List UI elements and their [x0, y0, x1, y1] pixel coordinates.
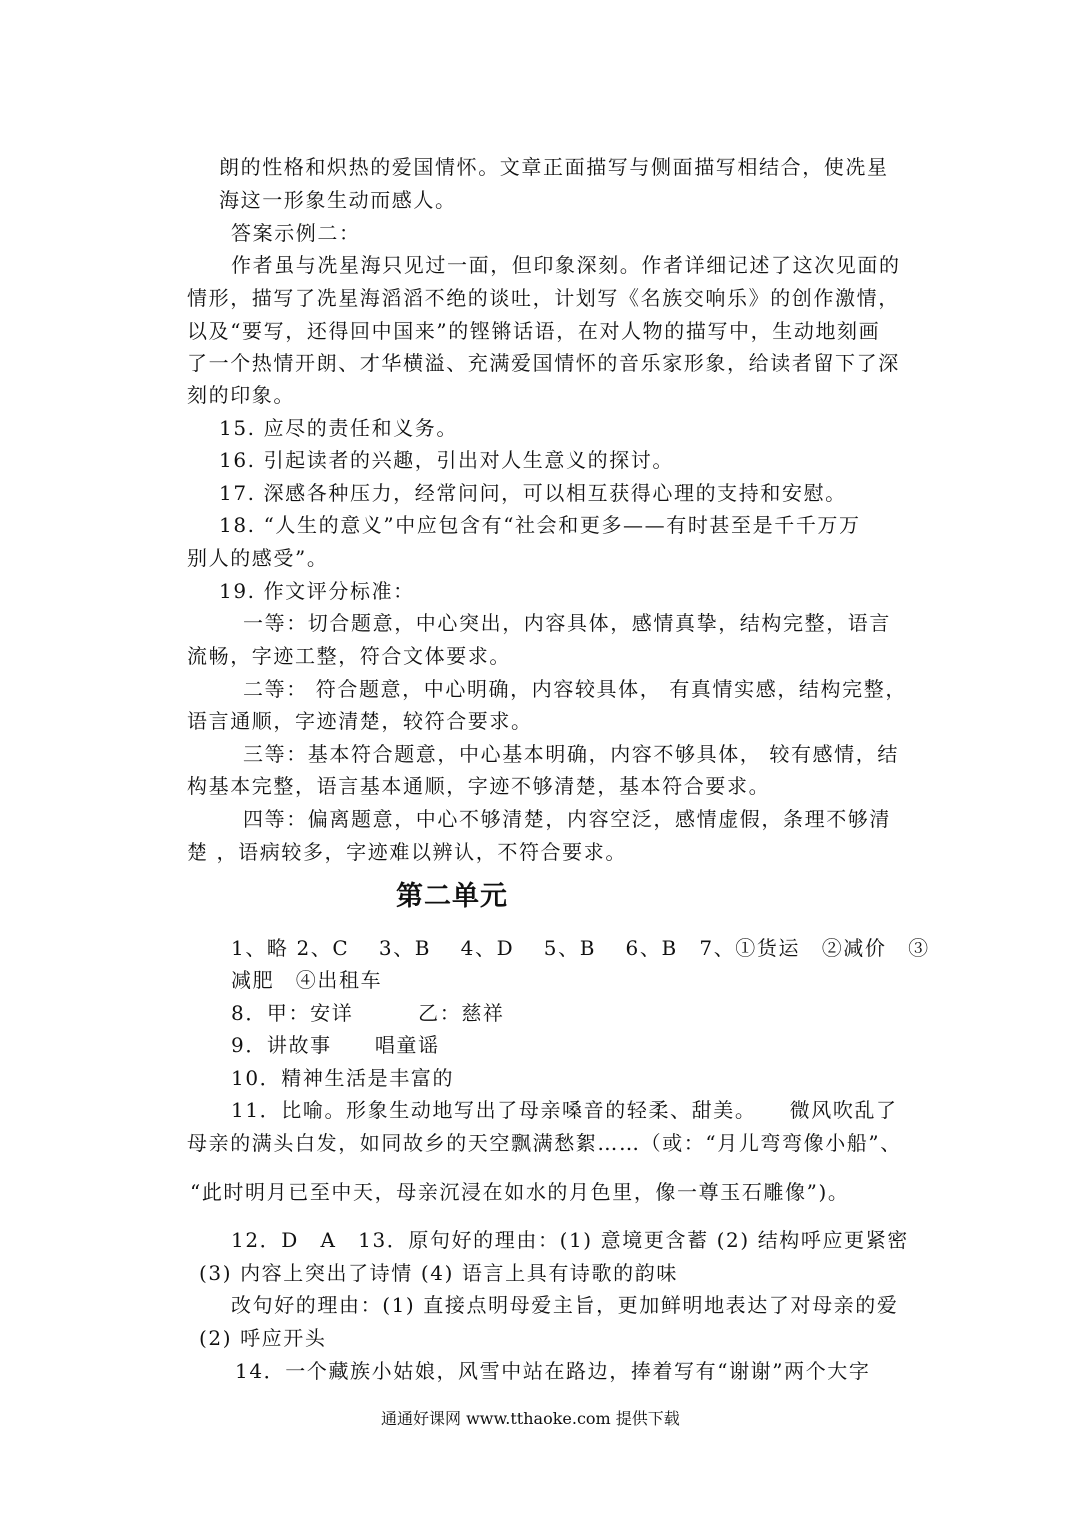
text-line: 朗的性格和炽热的爱国情怀。文章正面描写与侧面描写相结合，使冼星 — [219, 155, 889, 179]
text-line: “此时明月已至中天，母亲沉浸在如水的月色里，像一尊玉石雕像”)。 — [190, 1180, 850, 1204]
text-line: 16. 引起读者的兴趣，引出对人生意义的探讨。 — [219, 448, 674, 472]
text-line: 11．比喻。形象生动地写出了母亲嗓音的轻柔、甜美。 微风吹乱了 — [231, 1098, 898, 1122]
text-line: 别人的感受”。 — [187, 546, 329, 570]
text-line: 10．精神生活是丰富的 — [231, 1066, 455, 1090]
text-line: 刻的印象。 — [187, 383, 295, 407]
text-line: 答案示例二： — [231, 221, 361, 245]
text-line: (2) 呼应开头 — [199, 1326, 327, 1350]
text-line: 楚 ，语病较多，字迹难以辨认，不符合要求。 — [187, 840, 627, 864]
text-line: 构基本完整，语言基本通顺，字迹不够清楚，基本符合要求。 — [187, 774, 771, 798]
text-line: 12．D A 13．原句好的理由：(1) 意境更含蓄 (2) 结构呼应更紧密 — [231, 1228, 909, 1252]
text-line: 语言通顺，字迹清楚，较符合要求。 — [187, 709, 533, 733]
text-line: 19. 作文评分标准： — [219, 579, 415, 603]
text-line: 15. 应尽的责任和义务。 — [219, 416, 458, 440]
text-line: 情形，描写了冼星海滔滔不绝的谈吐，计划写《名族交响乐》的创作激情， — [187, 286, 900, 310]
text-line: 18. “人生的意义”中应包含有“社会和更多——有时甚至是千千万万 — [219, 513, 861, 537]
text-line: (3) 内容上突出了诗情 (4) 语言上具有诗歌的韵味 — [199, 1261, 678, 1285]
text-line: 以及“要写，还得回中国来”的铿锵话语，在对人物的描写中，生动地刻画 — [187, 319, 881, 343]
text-line: 流畅，字迹工整，符合文体要求。 — [187, 644, 511, 668]
section-heading: 第二单元 — [396, 881, 508, 912]
text-line: 一等：切合题意，中心突出，内容具体，感情真挚，结构完整，语言 — [243, 611, 891, 635]
text-line: 母亲的满头白发，如同故乡的天空飘满愁絮……（或：“月儿弯弯像小船”、 — [187, 1131, 902, 1155]
text-line: 减肥 ④出租车 — [231, 968, 383, 992]
text-line: 四等：偏离题意，中心不够清楚，内容空泛，感情虚假，条理不够清 — [243, 807, 891, 831]
text-line: 1、略 2、C 3、B 4、D 5、B 6、B 7、①货运 ②减价 ③ — [231, 936, 930, 960]
text-line: 改句好的理由：(1) 直接点明母爱主旨，更加鲜明地表达了对母亲的爱 — [231, 1293, 899, 1317]
page-footer: 通通好课网 www.tthaoke.com 提供下载 — [381, 1409, 680, 1428]
text-line: 三等：基本符合题意，中心基本明确，内容不够具体， 较有感情，结 — [243, 742, 899, 766]
text-line: 8．甲：安详 乙：慈祥 — [231, 1001, 505, 1025]
text-line: 了一个热情开朗、才华横溢、充满爱国情怀的音乐家形象，给读者留下了深 — [187, 351, 900, 375]
text-line: 9．讲故事 唱童谣 — [231, 1033, 440, 1057]
text-line: 14．一个藏族小姑娘，风雪中站在路边，捧着写有“谢谢”两个大字 — [235, 1359, 871, 1383]
text-line: 海这一形象生动而感人。 — [219, 188, 457, 212]
text-line: 作者虽与冼星海只见过一面，但印象深刻。作者详细记述了这次见面的 — [231, 253, 901, 277]
text-line: 17. 深感各种压力，经常问问，可以相互获得心理的支持和安慰。 — [219, 481, 847, 505]
text-line: 二等： 符合题意，中心明确，内容较具体， 有真情实感，结构完整， — [243, 677, 907, 701]
